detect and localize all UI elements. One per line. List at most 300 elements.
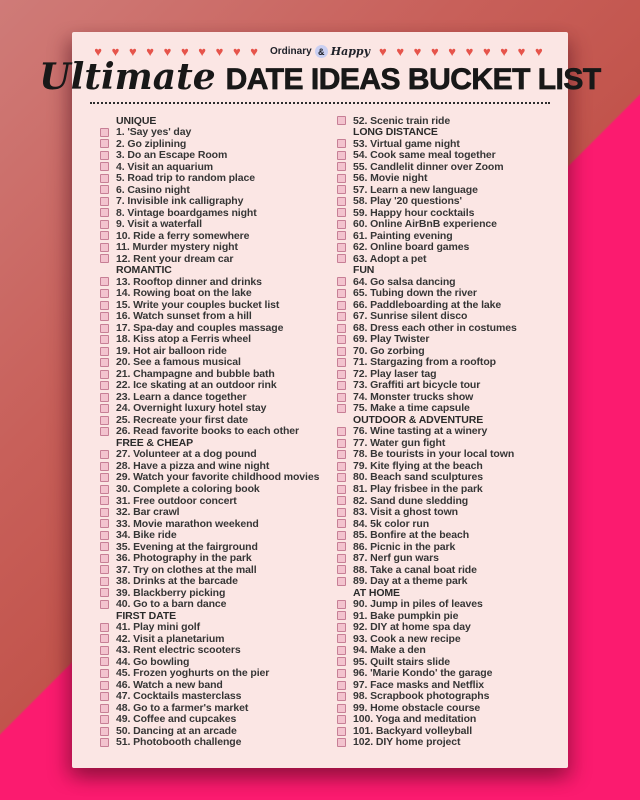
checkbox[interactable] — [337, 692, 346, 701]
item-label: 89. Day at a theme park — [353, 575, 468, 588]
item-label: 13. Rooftop dinner and drinks — [116, 275, 262, 288]
item-label: 21. Champagne and bubble bath — [116, 367, 275, 380]
list-item — [337, 173, 568, 185]
list-item — [337, 633, 568, 645]
list-item — [337, 518, 568, 530]
checkbox[interactable] — [100, 358, 109, 367]
item-label: 32. Bar crawl — [116, 506, 180, 519]
checkbox[interactable] — [337, 565, 346, 574]
item-label: 85. Bonfire at the beach — [353, 529, 470, 542]
checkbox[interactable] — [100, 151, 109, 160]
checkbox[interactable] — [337, 554, 346, 563]
list-item — [100, 322, 337, 334]
section-header — [100, 610, 337, 622]
item-label: 55. Candlelit dinner over Zoom — [353, 160, 504, 173]
page-title — [39, 56, 601, 98]
item-label: 95. Quilt stairs slide — [353, 655, 451, 668]
checkbox[interactable] — [337, 208, 346, 217]
section-header-label: UNIQUE — [116, 114, 157, 127]
list-item — [337, 311, 568, 323]
checkbox[interactable] — [337, 185, 346, 194]
poster-card — [39, 32, 601, 768]
list-item — [100, 242, 337, 254]
checkbox[interactable] — [337, 370, 346, 379]
checkbox[interactable] — [100, 600, 109, 609]
item-label: 33. Movie marathon weekend — [116, 517, 259, 530]
item-label: 84. 5k color run — [353, 517, 430, 530]
item-label: 15. Write your couples bucket list — [116, 298, 280, 311]
checkbox[interactable] — [100, 519, 109, 528]
checkbox[interactable] — [337, 542, 346, 551]
checkbox[interactable] — [100, 277, 109, 286]
list-item — [100, 299, 337, 311]
item-label: 61. Painting evening — [353, 229, 453, 242]
checkbox[interactable] — [100, 208, 109, 217]
list-item — [100, 276, 337, 288]
checkbox[interactable] — [337, 473, 346, 482]
item-label: 96. 'Marie Kondo' the garage — [353, 667, 493, 680]
list-item — [337, 541, 568, 553]
item-label: 4. Visit an aquarium — [116, 160, 214, 173]
list-item — [100, 541, 337, 553]
item-label: 25. Recreate your first date — [116, 413, 249, 426]
item-label: 52. Scenic train ride — [353, 114, 451, 127]
item-label: 90. Jump in piles of leaves — [353, 598, 483, 611]
checkbox[interactable] — [100, 312, 109, 321]
checkbox[interactable] — [100, 531, 109, 540]
checkbox[interactable] — [100, 462, 109, 471]
item-label: 62. Online board games — [353, 241, 470, 254]
item-label: 14. Rowing boat on the lake — [116, 287, 252, 300]
list-item — [337, 345, 568, 357]
checkbox[interactable] — [337, 197, 346, 206]
checkbox[interactable] — [100, 577, 109, 586]
checkbox[interactable] — [337, 485, 346, 494]
checkbox[interactable] — [100, 416, 109, 425]
list-item — [337, 242, 568, 254]
list-item — [337, 679, 568, 691]
item-label: 88. Take a canal boat ride — [353, 563, 477, 576]
item-label: 19. Hot air balloon ride — [116, 344, 227, 357]
list-item — [100, 737, 337, 749]
item-label: 8. Vintage boardgames night — [116, 206, 257, 219]
item-label: 63. Adopt a pet — [353, 252, 427, 265]
list-item — [100, 507, 337, 519]
checkbox[interactable] — [337, 623, 346, 632]
item-label: 53. Virtual game night — [353, 137, 460, 150]
checkbox[interactable] — [337, 600, 346, 609]
checkbox[interactable] — [337, 519, 346, 528]
item-label: 26. Read favorite books to each other — [116, 425, 300, 438]
list-item — [100, 127, 337, 139]
list-item — [337, 599, 568, 611]
item-label: 41. Play mini golf — [116, 621, 200, 634]
list-item — [337, 437, 568, 449]
item-label: 101. Backyard volleyball — [353, 724, 473, 737]
checkbox[interactable] — [100, 324, 109, 333]
item-label: 98. Scrapbook photographs — [353, 690, 490, 703]
item-label: 10. Ride a ferry somewhere — [116, 229, 250, 242]
list-item — [100, 357, 337, 369]
checkbox[interactable] — [100, 162, 109, 171]
checkbox[interactable] — [100, 623, 109, 632]
item-label: 69. Play Twister — [353, 333, 430, 346]
list-column — [100, 115, 337, 748]
checkbox[interactable] — [100, 646, 109, 655]
list-item — [100, 138, 337, 150]
list-item — [337, 115, 568, 127]
checkbox[interactable] — [100, 473, 109, 482]
item-label: 22. Ice skating at an outdoor rink — [116, 379, 277, 392]
list-item — [337, 656, 568, 668]
masthead — [72, 32, 568, 58]
list-item — [100, 380, 337, 392]
list-item — [100, 587, 337, 599]
item-label: 86. Picnic in the park — [353, 540, 456, 553]
checkbox[interactable] — [337, 669, 346, 678]
checkbox[interactable] — [337, 301, 346, 310]
item-label: 78. Be tourists in your local town — [353, 448, 515, 461]
section-header-label: FUN — [353, 264, 375, 277]
checkbox[interactable] — [100, 128, 109, 137]
checkbox[interactable] — [100, 727, 109, 736]
list-item — [337, 138, 568, 150]
title-main: DATE IDEAS BUCKET LIST — [225, 63, 601, 96]
section-header-label: LONG DISTANCE — [353, 126, 438, 139]
section-header — [100, 115, 337, 127]
item-label: 94. Make a den — [353, 644, 426, 657]
item-label: 59. Happy hour cocktails — [353, 206, 475, 219]
list-item — [100, 345, 337, 357]
checkbox[interactable] — [100, 231, 109, 240]
item-label: 42. Visit a planetarium — [116, 632, 225, 645]
checkbox[interactable] — [100, 508, 109, 517]
item-label: 36. Photography in the park — [116, 552, 252, 565]
hearts-row-left-icon: ♥ ♥ ♥ ♥ ♥ ♥ ♥ ♥ ♥ ♥ — [94, 44, 261, 59]
list-item — [337, 495, 568, 507]
item-label: 76. Wine tasting at a winery — [353, 425, 488, 438]
item-label: 24. Overnight luxury hotel stay — [116, 402, 267, 415]
list-item — [337, 391, 568, 403]
checkbox[interactable] — [337, 450, 346, 459]
list-item — [337, 403, 568, 415]
item-label: 46. Watch a new band — [116, 678, 223, 691]
list-item — [337, 553, 568, 565]
item-label: 83. Visit a ghost town — [353, 506, 458, 519]
item-label: 60. Online AirBnB experience — [353, 218, 497, 231]
checkbox[interactable] — [337, 116, 346, 125]
checkbox[interactable] — [100, 220, 109, 229]
checkbox[interactable] — [337, 427, 346, 436]
list-item — [100, 495, 337, 507]
list-item — [100, 196, 337, 208]
list-item — [100, 426, 337, 438]
section-header-label: FIRST DATE — [116, 609, 177, 622]
checkbox[interactable] — [337, 381, 346, 390]
item-label: 100. Yoga and meditation — [353, 713, 477, 726]
list-item — [100, 288, 337, 300]
item-label: 51. Photobooth challenge — [116, 736, 242, 749]
item-label: 93. Cook a new recipe — [353, 632, 461, 645]
list-item — [337, 610, 568, 622]
checkbox[interactable] — [100, 738, 109, 747]
item-label: 56. Movie night — [353, 172, 428, 185]
checkbox[interactable] — [337, 577, 346, 586]
item-label: 43. Rent electric scooters — [116, 644, 241, 657]
checkbox[interactable] — [100, 565, 109, 574]
list-column — [337, 115, 568, 748]
list-item — [337, 702, 568, 714]
checkbox[interactable] — [337, 657, 346, 666]
item-label: 23. Learn a dance together — [116, 390, 247, 403]
item-label: 68. Dress each other in costumes — [353, 321, 517, 334]
list-item — [337, 161, 568, 173]
checkbox[interactable] — [337, 393, 346, 402]
item-label: 47. Cocktails masterclass — [116, 690, 242, 703]
item-label: 50. Dancing at an arcade — [116, 724, 237, 737]
checkbox[interactable] — [337, 324, 346, 333]
checkbox[interactable] — [337, 704, 346, 713]
list-item — [337, 691, 568, 703]
list-item — [337, 380, 568, 392]
checkbox[interactable] — [337, 151, 346, 160]
list-item — [100, 518, 337, 530]
checkbox[interactable] — [337, 462, 346, 471]
item-label: 40. Go to a barn dance — [116, 598, 227, 611]
checkbox[interactable] — [100, 496, 109, 505]
item-label: 80. Beach sand sculptures — [353, 471, 483, 484]
checkbox[interactable] — [100, 692, 109, 701]
item-label: 57. Learn a new language — [353, 183, 478, 196]
section-header — [337, 127, 568, 139]
checkbox[interactable] — [337, 358, 346, 367]
item-label: 2. Go ziplining — [116, 137, 187, 150]
checkbox[interactable] — [337, 611, 346, 620]
list-item — [100, 714, 337, 726]
item-label: 34. Bike ride — [116, 529, 177, 542]
dotted-divider — [90, 102, 550, 104]
checkbox[interactable] — [337, 277, 346, 286]
checkbox[interactable] — [337, 220, 346, 229]
list-item — [100, 679, 337, 691]
list-item — [100, 230, 337, 242]
checkbox[interactable] — [100, 450, 109, 459]
list-item — [100, 472, 337, 484]
checkbox[interactable] — [100, 174, 109, 183]
list-item — [100, 311, 337, 323]
item-label: 16. Watch sunset from a hill — [116, 310, 252, 323]
checkbox[interactable] — [337, 231, 346, 240]
list-item — [337, 668, 568, 680]
checkbox[interactable] — [100, 634, 109, 643]
checkbox[interactable] — [337, 174, 346, 183]
checkbox[interactable] — [100, 254, 109, 263]
checkbox[interactable] — [337, 312, 346, 321]
list-item — [337, 368, 568, 380]
checkbox[interactable] — [337, 347, 346, 356]
checkbox[interactable] — [100, 485, 109, 494]
checkbox[interactable] — [100, 347, 109, 356]
list-item — [337, 322, 568, 334]
checkbox[interactable] — [337, 738, 346, 747]
list-item — [337, 472, 568, 484]
list-item — [337, 449, 568, 461]
list-item — [337, 507, 568, 519]
item-label: 97. Face masks and Netflix — [353, 678, 485, 691]
checkbox[interactable] — [100, 301, 109, 310]
item-label: 75. Make a time capsule — [353, 402, 470, 415]
list-item — [337, 276, 568, 288]
list-item — [100, 484, 337, 496]
item-label: 27. Volunteer at a dog pound — [116, 448, 257, 461]
checkbox[interactable] — [337, 243, 346, 252]
list-item — [100, 219, 337, 231]
item-label: 12. Rent your dream car — [116, 252, 234, 265]
list-item — [100, 668, 337, 680]
list-item — [100, 622, 337, 634]
list-item — [100, 553, 337, 565]
item-label: 54. Cook same meal together — [353, 149, 496, 162]
title-script: Ultimate — [39, 56, 216, 98]
list-item — [100, 414, 337, 426]
ampersand-badge: & — [315, 45, 328, 58]
checkbox[interactable] — [337, 715, 346, 724]
item-label: 79. Kite flying at the beach — [353, 459, 483, 472]
section-header — [337, 587, 568, 599]
checkbox[interactable] — [100, 404, 109, 413]
list-item — [100, 449, 337, 461]
checkbox[interactable] — [337, 335, 346, 344]
section-header-label: FREE & CHEAP — [116, 436, 193, 449]
checkbox[interactable] — [100, 669, 109, 678]
checkbox[interactable] — [337, 289, 346, 298]
checkbox[interactable] — [100, 542, 109, 551]
checkbox[interactable] — [337, 162, 346, 171]
checkbox[interactable] — [337, 139, 346, 148]
item-label: 44. Go bowling — [116, 655, 190, 668]
checkbox[interactable] — [337, 404, 346, 413]
list-item — [100, 184, 337, 196]
checkbox[interactable] — [100, 185, 109, 194]
item-label: 48. Go to a farmer's market — [116, 701, 249, 714]
section-header-label: ROMANTIC — [116, 264, 172, 277]
checkbox[interactable] — [337, 727, 346, 736]
item-label: 35. Evening at the fairground — [116, 540, 258, 553]
list-item — [100, 207, 337, 219]
item-label: 49. Coffee and cupcakes — [116, 713, 237, 726]
item-label: 37. Try on clothes at the mall — [116, 563, 257, 576]
list-item — [337, 299, 568, 311]
section-header — [100, 265, 337, 277]
list-item — [100, 702, 337, 714]
list-item — [100, 403, 337, 415]
section-header-label: OUTDOOR & ADVENTURE — [353, 413, 484, 426]
item-label: 65. Tubing down the river — [353, 287, 477, 300]
section-header — [337, 265, 568, 277]
brand-logo — [270, 45, 370, 58]
list-item — [337, 334, 568, 346]
item-label: 28. Have a pizza and wine night — [116, 459, 270, 472]
checkbox[interactable] — [100, 139, 109, 148]
list-item — [337, 564, 568, 576]
checkbox[interactable] — [337, 646, 346, 655]
list-item — [100, 460, 337, 472]
item-label: 91. Bake pumpkin pie — [353, 609, 459, 622]
checkbox[interactable] — [337, 531, 346, 540]
item-label: 5. Road trip to random place — [116, 172, 255, 185]
item-label: 38. Drinks at the barcade — [116, 575, 238, 588]
item-label: 81. Play frisbee in the park — [353, 483, 483, 495]
list-item — [100, 633, 337, 645]
list-item — [337, 484, 568, 496]
checkbox[interactable] — [337, 496, 346, 505]
checkbox[interactable] — [100, 370, 109, 379]
checkbox[interactable] — [100, 657, 109, 666]
item-label: 92. DIY at home spa day — [353, 621, 471, 634]
item-label: 29. Watch your favorite childhood movies — [116, 471, 320, 484]
list-item — [100, 576, 337, 588]
checkbox[interactable] — [100, 681, 109, 690]
item-label: 73. Graffiti art bicycle tour — [353, 379, 481, 392]
checkbox[interactable] — [337, 254, 346, 263]
checkbox[interactable] — [100, 197, 109, 206]
checkbox[interactable] — [100, 289, 109, 298]
list-item — [337, 357, 568, 369]
item-label: 11. Murder mystery night — [116, 241, 238, 254]
item-label: 87. Nerf gun wars — [353, 552, 439, 565]
checkbox[interactable] — [337, 508, 346, 517]
checkbox[interactable] — [100, 427, 109, 436]
item-label: 45. Frozen yoghurts on the pier — [116, 667, 270, 680]
item-label: 99. Home obstacle course — [353, 701, 481, 714]
section-header — [337, 414, 568, 426]
checkbox[interactable] — [100, 381, 109, 390]
list-item — [100, 368, 337, 380]
checkbox[interactable] — [100, 243, 109, 252]
list-item — [337, 426, 568, 438]
list-item — [100, 691, 337, 703]
checkbox[interactable] — [337, 439, 346, 448]
checkbox[interactable] — [100, 554, 109, 563]
list-item — [100, 334, 337, 346]
item-label: 17. Spa-day and couples massage — [116, 321, 284, 334]
hearts-row-right-icon: ♥ ♥ ♥ ♥ ♥ ♥ ♥ ♥ ♥ ♥ — [378, 44, 546, 59]
list-item — [337, 150, 568, 162]
list-item — [100, 391, 337, 403]
checkbox[interactable] — [100, 335, 109, 344]
item-label: 67. Sunrise silent disco — [353, 310, 468, 323]
item-label: 77. Water gun fight — [353, 436, 446, 449]
list-item — [337, 714, 568, 726]
item-label: 64. Go salsa dancing — [353, 275, 456, 288]
item-label: 74. Monster trucks show — [353, 390, 474, 403]
item-label: 20. See a famous musical — [116, 356, 241, 369]
item-label: 31. Free outdoor concert — [116, 494, 237, 507]
checkbox[interactable] — [100, 715, 109, 724]
list-item — [337, 576, 568, 588]
item-label: 30. Complete a coloring book — [116, 483, 260, 495]
checkbox[interactable] — [337, 634, 346, 643]
checklist — [72, 115, 568, 748]
section-header-label: AT HOME — [353, 586, 400, 599]
checkbox[interactable] — [100, 588, 109, 597]
brand-word2: Happy — [330, 45, 370, 58]
checkbox[interactable] — [100, 704, 109, 713]
checkbox[interactable] — [337, 681, 346, 690]
list-item — [337, 288, 568, 300]
checkbox[interactable] — [100, 393, 109, 402]
list-item — [100, 253, 337, 265]
